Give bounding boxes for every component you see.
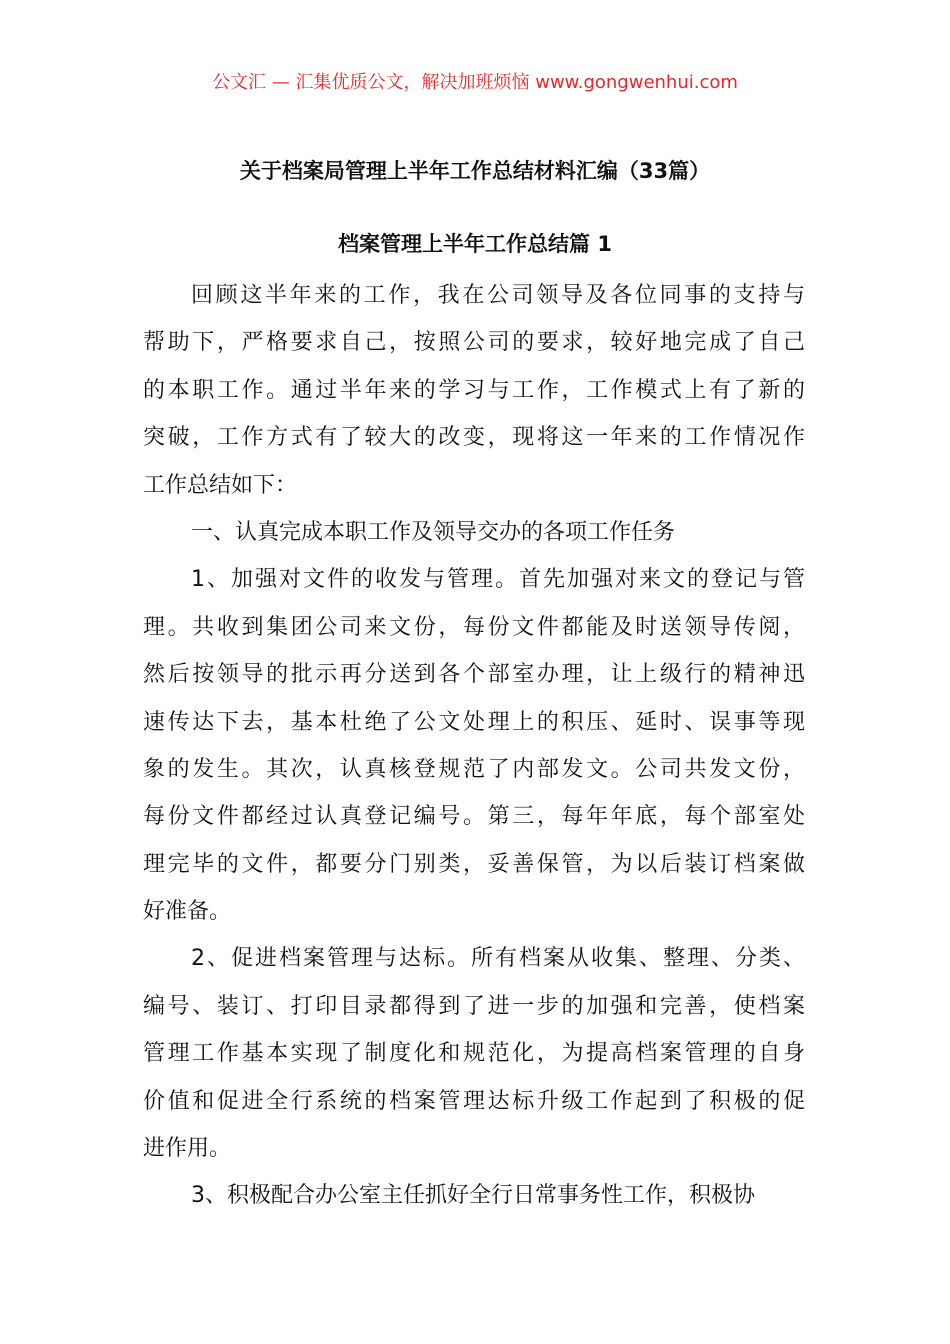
paragraph-line: 回顾这半年来的工作，我在公司领导及各位同事的支持与 [191,283,805,308]
document-body [143,272,805,1220]
paragraph-line: 工作总结如下： [143,472,298,498]
paragraph-line: 突破，工作方式有了较大的改变，现将这一年来的工作情况作 [143,425,805,451]
paragraph-line: 价值和促进全行系统的档案管理达标升级工作起到了积极的促 [143,1088,805,1114]
paragraph-line: 编号、装订、打印目录都得到了进一步的加强和完善，使档案 [143,993,805,1019]
section-title: 档案管理上半年工作总结篇 1 [338,232,612,256]
paragraph-line: 然后按领导的批示再分送到各个部室办理，让上级行的精神迅 [143,662,805,688]
paragraph-line: 象的发生。其次，认真核登规范了内部发文。公司共发文份， [143,756,805,782]
paragraph-line: 3、积极配合办公室主任抓好全行日常事务性工作，积极协 [191,1183,755,1209]
paragraph-line: 管理工作基本实现了制度化和规范化，为提高档案管理的自身 [143,1041,805,1067]
document-title: 关于档案局管理上半年工作总结材料汇编（33篇） [239,159,711,183]
paragraph-line: 帮助下，严格要求自己，按照公司的要求，较好地完成了自己 [143,330,805,356]
paragraph-line: 进作用。 [143,1136,232,1162]
paragraph-line: 理。共收到集团公司来文份，每份文件都能及时送领导传阅， [143,614,805,640]
paragraph-line: 一、认真完成本职工作及领导交办的各项工作任务 [191,519,676,545]
paragraph-line: 2、促进档案管理与达标。所有档案从收集、整理、分类、 [191,946,805,972]
paragraph-line: 好准备。 [143,899,232,925]
paragraph-line: 速传达下去，基本杜绝了公文处理上的积压、延时、误事等现 [143,709,805,735]
site-header-banner: 公文汇 — 汇集优质公文，解决加班烦恼 www.gongwenhui.com [212,72,738,93]
paragraph-line: 理完毕的文件，都要分门别类，妥善保管，为以后装订档案做 [143,851,805,877]
paragraph-line: 的本职工作。通过半年来的学习与工作，工作模式上有了新的 [143,377,805,403]
paragraph-line: 1、加强对文件的收发与管理。首先加强对来文的登记与管 [191,567,805,593]
paragraph-line: 每份文件都经过认真登记编号。第三，每年年底，每个部室处 [143,804,805,830]
